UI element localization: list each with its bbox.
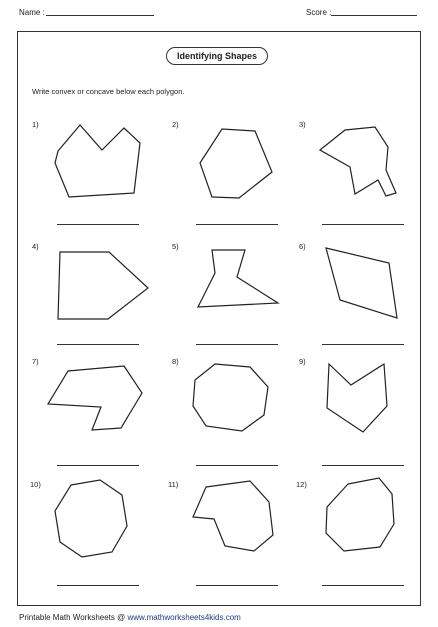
problem-number-3: 3) [299,120,306,129]
problem-number-11: 11) [168,480,179,489]
problem-number-10: 10) [30,480,41,489]
footer [19,613,241,622]
footer-prefix: Printable Math Worksheets @ [19,613,128,622]
answer-line-10[interactable] [57,585,139,586]
problem-number-9: 9) [299,357,306,366]
answer-line-5[interactable] [196,344,278,345]
problem-number-1: 1) [32,120,39,129]
answer-line-11[interactable] [196,585,278,586]
answer-line-8[interactable] [196,465,278,466]
score-label: Score : [306,8,332,17]
worksheet-title: Identifying Shapes [166,47,268,65]
polygon-10 [55,480,127,557]
polygon-8 [193,364,268,431]
answer-line-3[interactable] [322,224,404,225]
polygon-5 [198,250,278,307]
polygon-9 [327,364,387,432]
polygon-6 [326,248,397,318]
problem-number-7: 7) [32,357,39,366]
polygon-2 [200,129,272,198]
answer-line-2[interactable] [196,224,278,225]
instruction-text: Write convex or concave below each polygon. [32,87,185,96]
problem-number-4: 4) [32,242,39,251]
problem-number-8: 8) [172,357,179,366]
answer-line-12[interactable] [322,585,404,586]
answer-line-9[interactable] [322,465,404,466]
answer-line-4[interactable] [57,344,139,345]
polygon-1 [55,125,140,197]
polygon-7 [48,366,142,430]
polygon-12 [326,478,394,551]
problem-number-2: 2) [172,120,179,129]
name-label: Name : [19,8,45,17]
footer-url-link[interactable]: www.mathworksheets4kids.com [127,613,241,622]
problem-number-5: 5) [172,242,179,251]
polygon-11 [193,481,273,551]
answer-line-6[interactable] [322,344,404,345]
answer-line-1[interactable] [57,224,139,225]
polygon-3 [320,127,396,196]
answer-line-7[interactable] [57,465,139,466]
problem-number-6: 6) [299,242,306,251]
polygon-4 [58,252,148,319]
problem-number-12: 12) [296,480,307,489]
